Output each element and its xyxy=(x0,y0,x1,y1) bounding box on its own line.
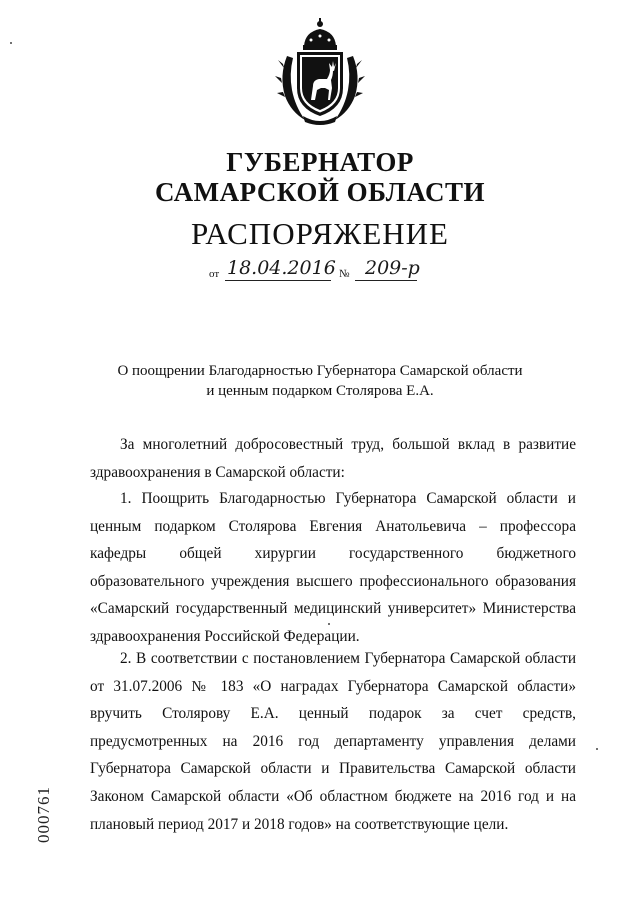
region-title: САМАРСКОЙ ОБЛАСТИ xyxy=(154,177,486,207)
subject-line-1: О поощрении Благодарностью Губернатора Самарской области xyxy=(117,363,523,379)
date-from-label: от xyxy=(209,268,220,280)
scan-speck xyxy=(328,623,330,625)
number-underline xyxy=(355,280,417,281)
scan-speck xyxy=(10,42,12,44)
item-1-text: 1. Поощрить Благодарностью Губернатора Самарской области и ценным подарком Столярова Евгения Анатольевича – профессора кафедры общей хирургии государственного бюджетного образовательного учреждения высшего профессионального образования «Самарский государственный медицинский университет» Министерства здравоохранения Российской Федерации. xyxy=(90,490,576,645)
intro-text: За многолетний добросовестный труд, большой вклад в развитие здравоохранения в Самарской области: xyxy=(90,436,576,481)
item-1-paragraph xyxy=(90,485,576,651)
intro-paragraph xyxy=(90,431,576,486)
document-subject xyxy=(0,361,640,401)
coat-of-arms-icon xyxy=(275,16,365,128)
date-number-line xyxy=(205,257,445,283)
item-2-paragraph xyxy=(90,645,576,838)
handwritten-number: 209-р xyxy=(365,257,420,279)
document-type-title: РАСПОРЯЖЕНИЕ xyxy=(191,216,449,251)
scan-speck xyxy=(596,748,598,750)
handwritten-date: 18.04.2016 xyxy=(227,257,336,279)
date-underline xyxy=(225,280,331,281)
subject-line-2: и ценным подарком Столярова Е.А. xyxy=(206,383,434,399)
item-2-text: 2. В соответствии с постановлением Губернатора Самарской области от 31.07.2006 № 183 «О наградах Губернатора Самарской области» вручить Столярову Е.А. ценный подарок за счет средств, предусмотренных на 2016 год департаменту управления делами Губернатора Самарской области и Правительства Самарской области Законом Самарской области «Об областном бюджете на 2016 год и на плановый период 2017 и 2018 годов» на соответствующие цели. xyxy=(90,650,576,833)
governor-title: ГУБЕРНАТОР xyxy=(226,147,414,177)
registration-stamp-number: 000761 xyxy=(34,786,53,844)
number-label: № xyxy=(339,268,350,280)
